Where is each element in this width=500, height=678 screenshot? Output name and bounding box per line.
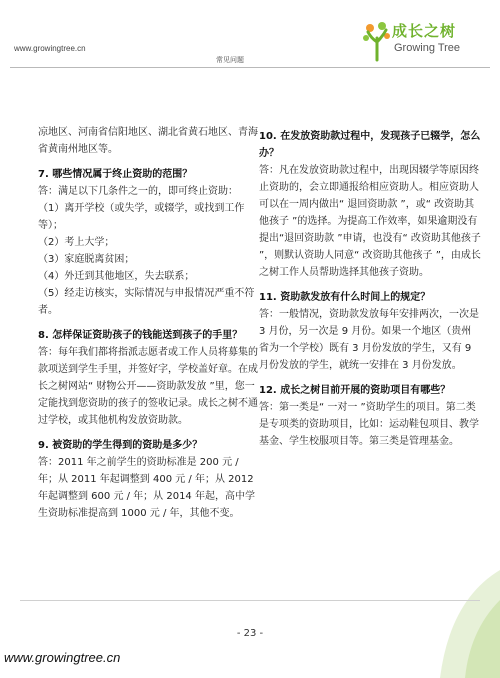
question-heading: 7. 哪些情况属于终止资助的范围？ [38, 169, 193, 180]
footer-site-url: www.growingtree.cn [4, 650, 121, 665]
header-divider [10, 67, 490, 68]
answer-paragraph: 答：满足以下几条件之一的，即可终止资助： [38, 186, 238, 197]
answer-paragraph: （2）考上大学； [38, 237, 115, 248]
decorative-leaf-graphic [410, 560, 500, 678]
footer-divider [20, 600, 480, 601]
answer-paragraph: 答：一般情况，资助款发放每年安排两次，一次是 3 月份，另一次是 9 月份。如果一个地区（贵州省为一个学校）既有 3 月份发放的学生，又有 9 月份发放的学生，就统一安排在 3 月份发放。 [259, 309, 479, 371]
question-heading: 10. 在发放资助款过程中，发现孩子已辍学，怎么办？ [259, 131, 481, 159]
answer-paragraph: 答：凡在发放资助款过程中，出现因辍学等原因终止资助的，会立即通报给相应资助人。相应资助人可以在一周内做出“ 退回资助款 ”，或“ 改资助其他孩子 ”的选择。为提高工作效率，如果逾期没有提出“退回资助款 ”申请，也没有“ 改资助其他孩子 ”，则默认资助人同意“ 改资助其他孩子 ”，由成长之树工作人员帮助选择其他孩子资助。 [259, 165, 481, 278]
answer-paragraph: （1）离开学校（或失学，或辍学，或找到工作等）； [38, 203, 245, 231]
page-number: - 23 - [236, 628, 264, 639]
growing-tree-logo [362, 20, 472, 64]
logo-chinese-name: 成长之树 [392, 22, 457, 40]
left-column [38, 124, 260, 522]
question-heading: 8. 怎样保证资助孩子的钱能送到孩子的手里？ [38, 330, 243, 341]
answer-paragraph: （3）家庭脱离贫困； [38, 254, 135, 265]
section-title: 常见问题 [216, 56, 244, 64]
answer-paragraph: 答：2011 年之前学生的资助标准是 200 元 / 年；从 2011 年起调整到 400 元 / 年；从 2012 年起调整到 600 元 / 年；从 2014 年起，高中学生资助标准提高到 1000 元 / 年，其他不变。 [38, 457, 255, 519]
tree-logo-icon [362, 20, 392, 64]
answer-paragraph: 答：第一类是“ 一对一 ”资助学生的项目。第二类是专项类的资助项目，比如：运动鞋包项目、教学基金、学生校服项目等。第三类是管理基金。 [259, 402, 479, 447]
header-site-url: www.growingtree.cn [14, 44, 86, 53]
question-heading: 11. 资助款发放有什么时间上的规定？ [259, 292, 431, 303]
answer-paragraph: 答：每年我们都将指派志愿者或工作人员将募集的款项送到学生手里，并签好字，学校盖好章。在成长之树网站“ 财物公开——资助款发放 ”里，您一定能找到您资助的孩子的签收记录。成长之树不通过学校，或其他机构发放资助款。 [38, 347, 258, 426]
answer-paragraph: （5）经走访核实，实际情况与申报情况严重不符者。 [38, 288, 255, 316]
right-column [259, 124, 481, 450]
question-heading: 12. 成长之树目前开展的资助项目有哪些？ [259, 385, 451, 396]
answer-paragraph: （4）外迁到其他地区，失去联系； [38, 271, 195, 282]
question-heading: 9. 被资助的学生得到的资助是多少？ [38, 440, 203, 451]
page-header [0, 0, 500, 80]
logo-english-name: Growing Tree [394, 42, 461, 54]
answer-paragraph: 凉地区、河南省信阳地区、湖北省黄石地区、青海省黄南州地区等。 [38, 127, 258, 155]
